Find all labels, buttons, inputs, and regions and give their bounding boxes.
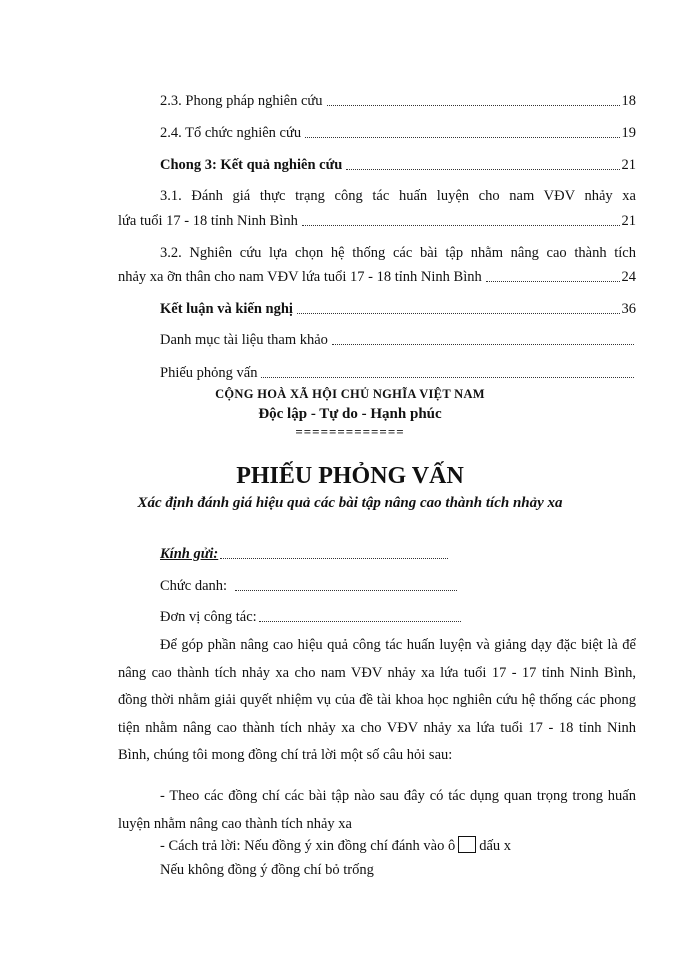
toc-item-2-4 — [160, 124, 636, 142]
toc-item-3-1-line2 — [118, 212, 636, 230]
toc-references — [160, 331, 636, 349]
toc-leader — [327, 105, 620, 106]
toc-page: 21 — [621, 213, 636, 229]
answer-instructions-text: - Cách trả lời: Nếu đồng ý xin đồng chí đánh vào ô — [160, 838, 456, 854]
toc-item-3-2-line1: 3.2. Nghiên cứu lựa chọn hệ thống các bài tập nhằm nâng cao thành tích — [160, 245, 636, 261]
toc-label: 2.3. Phong pháp nghiên cứu — [160, 93, 323, 109]
header-divider: ============= — [295, 424, 405, 439]
toc-leader — [302, 225, 620, 226]
intro-paragraph: Để góp phần nâng cao hiệu quả công tác huấn luyện và giảng dạy đặc biệt là để nâng cao thành tích nhảy xa cho nam VĐV nhảy xa lứa tuổi 17 - 17 tỉnh Ninh Bình, đồng thời nhằm giải quyết nhiệm vụ của đề tài khoa học nghiên cứu hệ thống các phong tiện nhằm nâng cao thành tích nhảy xa cho VĐV nhảy xa lứa tuổi 17 - 18 tỉnh Ninh Bình, chúng tôi mong đồng chí trả lời một số câu hỏi sau: — [118, 637, 636, 763]
toc-item-2-3 — [160, 92, 636, 110]
toc-page: 18 — [621, 93, 636, 109]
workplace-blank[interactable] — [259, 621, 461, 622]
toc-chapter-3 — [160, 156, 636, 174]
toc-page: 36 — [621, 301, 636, 317]
toc-survey — [160, 364, 636, 382]
position-field[interactable] — [160, 578, 457, 595]
toc-leader — [261, 377, 634, 378]
answer-instructions — [160, 836, 511, 855]
toc-leader — [332, 344, 634, 345]
recipient-label: Kính gửi: — [160, 546, 219, 562]
position-blank[interactable] — [235, 590, 457, 591]
national-slogan: Độc lập - Tự do - Hạnh phúc — [258, 406, 442, 422]
toc-label: Chong 3: Kết quả nghiên cứu — [160, 157, 343, 173]
recipient-blank[interactable] — [220, 558, 448, 559]
workplace-field[interactable] — [160, 609, 461, 626]
question-paragraph: - Theo các đồng chí các bài tập nào sau đây có tác dụng quan trọng trong huấn luyện nhằm nâng cao thành tích nhảy xa — [118, 788, 636, 832]
toc-page: 19 — [621, 125, 636, 141]
position-label: Chức danh: — [160, 578, 228, 594]
toc-leader — [297, 313, 620, 314]
toc-label: nhảy xa ỡn thân cho nam VĐV lứa tuổi 17 - 18 tỉnh Ninh Bình — [118, 269, 482, 285]
answer-checkbox — [458, 836, 476, 853]
toc-label: Danh mục tài liệu tham khảo — [160, 332, 328, 348]
toc-leader — [305, 137, 619, 138]
answer-mark-text: dấu x — [479, 838, 512, 854]
toc-page: 21 — [621, 157, 636, 173]
toc-leader — [486, 281, 620, 282]
toc-item-3-2-line2 — [118, 268, 636, 286]
form-title: PHIẾU PHỎNG VẤN — [236, 463, 464, 489]
toc-leader — [346, 169, 619, 170]
toc-label: Phiếu phỏng vấn — [160, 365, 258, 381]
toc-item-3-1-line1: 3.1. Đánh giá thực trạng công tác huấn luyện cho nam VĐV nhảy xa — [160, 188, 636, 204]
toc-label: Kết luận và kiến nghị — [160, 301, 293, 317]
leave-blank-note: Nếu không đồng ý đồng chí bỏ trống — [160, 862, 374, 878]
toc-label: lứa tuổi 17 - 18 tỉnh Ninh Bình — [118, 213, 298, 229]
workplace-label: Đơn vị công tác: — [160, 609, 257, 625]
national-motto: CỘNG HOÀ XÃ HỘI CHỦ NGHĨA VIỆT NAM — [215, 387, 485, 401]
recipient-field[interactable] — [160, 546, 448, 563]
toc-page: 24 — [621, 269, 636, 285]
toc-conclusion — [160, 300, 636, 318]
form-subtitle: Xác định đánh giá hiệu quả các bài tập nâng cao thành tích nhảy xa — [137, 495, 563, 511]
toc-label: 2.4. Tổ chức nghiên cứu — [160, 125, 302, 141]
